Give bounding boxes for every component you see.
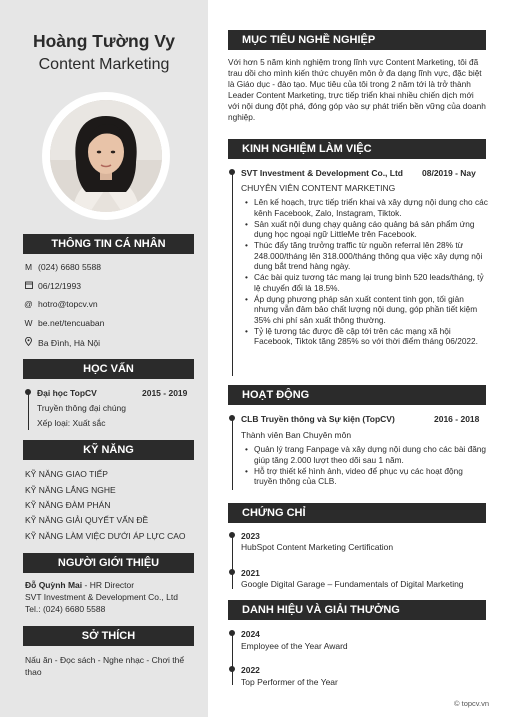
activities-dot [229,415,235,421]
skill-item: KỸ NĂNG GIẢI QUYẾT VẤN ĐỀ [25,515,149,525]
certificate-name: HubSpot Content Marketing Certification [241,542,394,552]
skill-item: KỸ NĂNG LÀM VIỆC DƯỚI ÁP LỰC CAO [25,531,186,541]
location-pin-icon [23,337,34,348]
experience-bullet: • Sản xuất nội dung chạy quảng cáo quảng bá sản phẩm ứng dụng học ngoại ngữ LittleMe trên Facebook. [244,219,488,240]
experience-position: CHUYÊN VIÊN CONTENT MARKETING [241,183,396,193]
address-row [23,337,100,348]
experience-bullets [244,197,488,347]
activities-bullet: • Hỗ trợ thiết kế hình ảnh, video để phục vụ các hoạt động truyền thông của CLB. [244,466,488,487]
award-name: Top Performer of the Year [241,677,338,687]
address-text: Ba Đình, Hà Nội [38,337,101,348]
activities-period: 2016 - 2018 [434,414,480,424]
experience-dot [229,169,235,175]
portrait-photo [50,100,162,212]
skill-item: KỸ NĂNG ĐÀM PHÁN [25,500,111,510]
certificate-year: 2021 [241,568,260,578]
hobbies-text: Nấu ăn - Đọc sách - Nghe nhạc - Chơi thể thao [25,655,185,677]
phone-text: (024) 6680 5588 [38,262,102,272]
hobbies-heading: SỞ THÍCH [23,626,194,646]
education-grade: Xếp loại: Xuất sắc [37,418,106,428]
experience-heading: KINH NGHIỆM LÀM VIỆC [228,139,486,159]
copyright-icon: © [454,699,460,708]
dob-text: 06/12/1993 [38,281,82,291]
reference-title: - HR Director [82,580,135,590]
phone-row [23,262,101,272]
avatar [50,100,162,212]
experience-bullet: • Thúc đẩy tăng trưởng traffic từ nguồn referral lên 28% từ 248.000/tháng lên 318.000/tháng thông qua việc xây dựng nội dung bắt trend hàng ngày. [244,240,488,272]
calendar-icon [23,281,34,291]
reference-heading: NGƯỜI GIỚI THIỆU [23,553,194,573]
reference-name: Đỗ Quỳnh Mai [25,580,83,590]
objective-text: Với hơn 5 năm kinh nghiệm trong lĩnh vực Content Marketing, tôi đã trau dồi cho mình kiến thức chuyên môn ở đa dạng lĩnh vực, đặc biệt là Giáo dục - đào tạo. Mục tiêu của tôi trong 2 năm tới là trở thành Leader Content Marketing, trực tiếp triển khai nhiều chiến dịch mới với nội dung đột phá, đóng góp vào sự phát triển bền vững của doanh nghiệp. [228,57,486,122]
profile-role: Content Marketing [38,56,170,73]
certificate-year: 2023 [241,531,260,541]
activities-org: CLB Truyền thông và Sự kiện (TopCV) [241,414,395,424]
certificates-heading: CHỨNG CHỈ [228,503,486,523]
skill-item: KỸ NĂNG LẮNG NGHE [25,485,116,495]
award-year: 2024 [241,629,260,639]
education-period: 2015 - 2019 [142,388,188,398]
certificate-name: Google Digital Garage – Fundamentals of Digital Marketing [241,579,464,589]
experience-bullet: • Lên kế hoạch, trực tiếp triển khai và xây dựng nội dung cho các kênh Facebook, Zalo, Instagram, Tiktok. [244,197,488,218]
award-dot [229,666,235,672]
reference-line [25,579,134,591]
activities-bullets [244,444,488,487]
experience-bullet: • Áp dụng phương pháp sản xuất content tinh gọn, tối giản nhưng vẫn đảm bảo chất lượng nội dung, góp phần tiết kiệm 35% chi phí sản xuất thông thường. [244,294,488,326]
at-icon: @ [24,299,33,309]
footer-brand-text: topcv.vn [461,699,489,708]
web-icon: W [24,318,33,328]
experience-bullet: • Các bài quiz tương tác mang lại trung bình 520 leads/tháng, tỷ lệ chuyển đổi là 18.5%. [244,272,488,293]
email-row [23,299,98,309]
skills-heading: KỸ NĂNG [23,440,194,460]
certificate-dot [229,532,235,538]
activities-timeline [232,418,233,490]
avatar-frame [42,92,170,220]
award-dot [229,630,235,636]
sidebar [0,0,208,717]
experience-bullet: • Tỷ lệ tương tác được đề cập tới trên các mạng xã hội Facebook, Tiktok tăng 285% so với thời điểm tháng 06/2022. [244,326,488,347]
activities-role: Thành viên Ban Chuyên môn [241,430,352,440]
certificates-timeline [232,535,233,589]
experience-company: SVT Investment & Development Co., Ltd [241,168,403,178]
email-text[interactable]: hotro@topcv.vn [38,299,98,309]
website-row [23,318,104,328]
reference-phone: Tel.: (024) 6680 5588 [25,604,106,614]
phone-icon: M [24,262,33,272]
footer-brand[interactable] [454,699,489,708]
profile-name: Hoàng Tường Vy [32,31,176,51]
reference-company: SVT Investment & Development Co., Ltd [25,592,178,602]
certificate-dot [229,569,235,575]
website-text[interactable]: be.net/tencuaban [38,318,105,328]
award-year: 2022 [241,665,260,675]
education-dot [25,389,31,395]
dob-row [23,281,81,291]
objective-heading: MỤC TIÊU NGHỀ NGHIỆP [228,30,486,50]
awards-heading: DANH HIỆU VÀ GIẢI THƯỞNG [228,600,486,620]
personal-info-heading: THÔNG TIN CÁ NHÂN [23,234,194,254]
experience-period: 08/2019 - Nay [422,168,476,178]
education-timeline [28,392,29,430]
education-major: Truyền thông đại chúng [37,403,126,413]
experience-timeline [232,172,233,376]
school-name: Đại học TopCV [37,388,97,398]
education-heading: HỌC VẤN [23,359,194,379]
skill-item: KỸ NĂNG GIAO TIẾP [25,469,108,479]
awards-timeline [232,633,233,685]
award-name: Employee of the Year Award [241,641,348,651]
activities-bullet: • Quản lý trang Fanpage và xây dựng nội dung cho các bài đăng giúp tăng 2.000 lượt theo dõi sau 1 năm. [244,444,488,465]
activities-heading: HOẠT ĐỘNG [228,385,486,405]
